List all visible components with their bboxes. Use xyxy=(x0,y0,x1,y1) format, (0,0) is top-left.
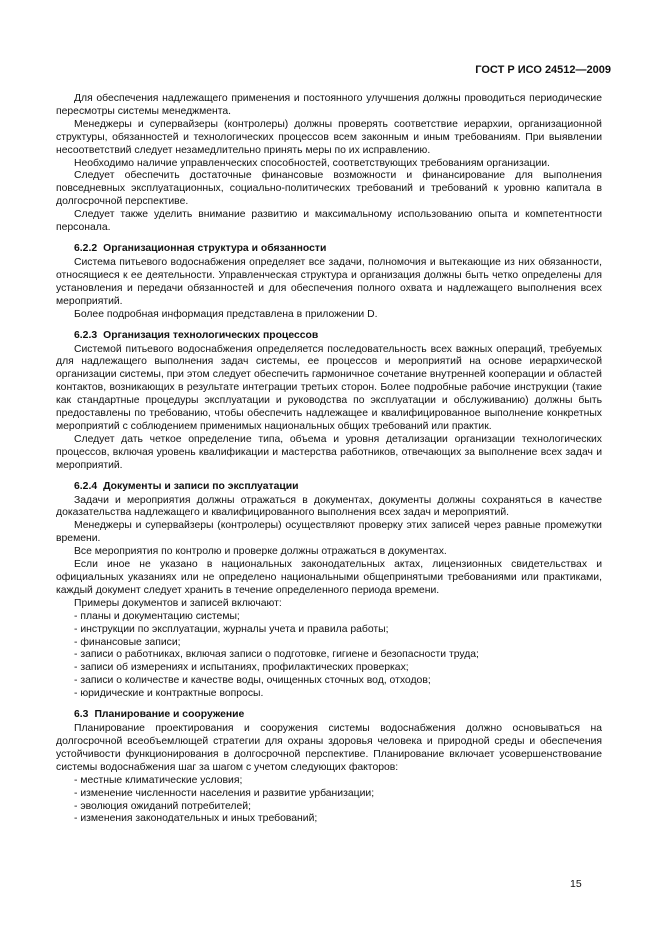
paragraph: Системой питьевого водоснабжения определяется последовательность всех важных операций, требуемых для надлежащего выполнения задач системы, ее процессов и мероприятий на основе иерархической организации системы, при этом следует обеспечить гармоничное сочетание внутренней кооперации и областей контактов, возникающих в результате интеграции третьих сторон. Более подробные рабочие инструкции (такие как стандартные процедуры эксплуатации и руководства по эксплуатации и обслуживанию) должны быть предоставлены по требованию, чтобы обеспечить надлежащее и квалифицированное выполнение конкретных мероприятий с соблюдением применимых национальных общих требований или практик. xyxy=(56,343,602,432)
paragraph: Следует дать четкое определение типа, объема и уровня детализации организации технологических процессов, включая уровень квалификации и мастерства работников, отвечающих за выполнение всех задач и мероприятий. xyxy=(56,433,602,471)
list-item: - эволюция ожиданий потребителей; xyxy=(74,800,251,812)
section-title: Документы и записи по эксплуатации xyxy=(103,480,299,492)
list-item: - изменения законодательных и иных требований; xyxy=(74,813,318,825)
paragraph: Если иное не указано в национальных законодательных актах, лицензионных свидетельствах и официальных указаниях или не определено национальными общепринятыми требованиями или практиками, каждый документ следует хранить в течение определенного периода времени. xyxy=(56,559,602,596)
section-heading-6-3 xyxy=(74,708,602,721)
records-list xyxy=(56,611,602,701)
factors-list xyxy=(56,775,602,827)
list-item: - инструкции по эксплуатации, журналы учета и правила работы; xyxy=(74,623,389,635)
section-number: 6.2.2 xyxy=(74,242,98,254)
section-number: 6.2.3 xyxy=(74,329,98,341)
section-title: Планирование и сооружение xyxy=(94,709,245,721)
paragraph: Примеры документов и записей включают: xyxy=(74,597,282,609)
section-heading-6-2-2 xyxy=(74,242,602,255)
paragraph: Задачи и мероприятия должны отражаться в документах, документы должны сохраняться в качестве доказательства надлежащего и квалифицированного выполнения всех задач и мероприятий. xyxy=(56,494,602,519)
list-item: - юридические и контрактные вопросы. xyxy=(74,688,264,700)
paragraph: Более подробная информация представлена в приложении D. xyxy=(74,308,378,320)
section-heading-6-2-3 xyxy=(74,329,602,342)
section-title: Организация технологических процессов xyxy=(103,329,319,341)
paragraph: Для обеспечения надлежащего применения и постоянного улучшения должны проводиться периодические пересмотры системы менеджмента. xyxy=(56,93,602,117)
section-title: Организационная структура и обязанности xyxy=(103,242,327,254)
list-item: - изменение численности населения и развитие урбанизации; xyxy=(74,787,375,799)
section-number: 6.3 xyxy=(74,709,89,721)
list-item: - планы и документацию системы; xyxy=(74,610,240,622)
list-item: - финансовые записи; xyxy=(74,636,181,648)
paragraph: Система питьевого водоснабжения определяет все задачи, полномочия и вытекающие из них обязанности, относящиеся к ее деятельности. Управленческая структура и организация должны быть четко определены для установления и передачи обязанностей и для обеспечения полного охвата и надлежащего выполнения всех мероприятий. xyxy=(56,256,602,307)
section-number: 6.2.4 xyxy=(74,480,98,492)
paragraph: Менеджеры и супервайзеры (контролеры) осуществляют проверку этих записей через равные промежутки времени. xyxy=(56,520,602,545)
list-item: - записи о количестве и качестве воды, очищенных сточных вод, отходов; xyxy=(74,675,431,687)
document-body xyxy=(56,93,602,826)
list-item: - записи о работниках, включая записи о подготовке, гигиене и безопасности труда; xyxy=(74,649,479,661)
section-heading-6-2-4 xyxy=(74,480,602,493)
paragraph: Менеджеры и супервайзеры (контролеры) должны проверять соответствие иерархии, организационной структуры, обязанностей и технологических процессов всем законным и иным требованиям. При выявлении несоответствий следует незамедлительно принять меры по их исправлению. xyxy=(56,118,602,156)
list-item: - записи об измерениях и испытаниях, профилактических проверках; xyxy=(74,662,409,674)
paragraph: Планирование проектирования и сооружения системы водоснабжения должно основываться на долгосрочной всеобъемлющей стратегии для охраны здоровья человека и природной среды и обеспечения устойчивости функционирования в долгосрочной перспективе. Планирование включает усовершенствование системы водоснабжения шаг за шагом с учетом следующих факторов: xyxy=(56,723,602,773)
paragraph: Следует также уделить внимание развитию и максимальному использованию опыта и компетентности персонала. xyxy=(56,209,602,234)
paragraph: Все мероприятия по контролю и проверке должны отражаться в документах. xyxy=(74,546,447,558)
document-header: ГОСТ Р ИСО 24512—2009 xyxy=(475,64,611,76)
paragraph: Необходимо наличие управленческих способностей, соответствующих требованиям организации. xyxy=(74,157,550,169)
list-item: - местные климатические условия; xyxy=(74,774,243,786)
page-number: 15 xyxy=(570,878,582,890)
paragraph: Следует обеспечить достаточные финансовые возможности и финансирование для выполнения повседневных эксплуатационных, социально-политических требований и требований к уровню капитала в долгосрочной перспективе. xyxy=(56,170,602,208)
